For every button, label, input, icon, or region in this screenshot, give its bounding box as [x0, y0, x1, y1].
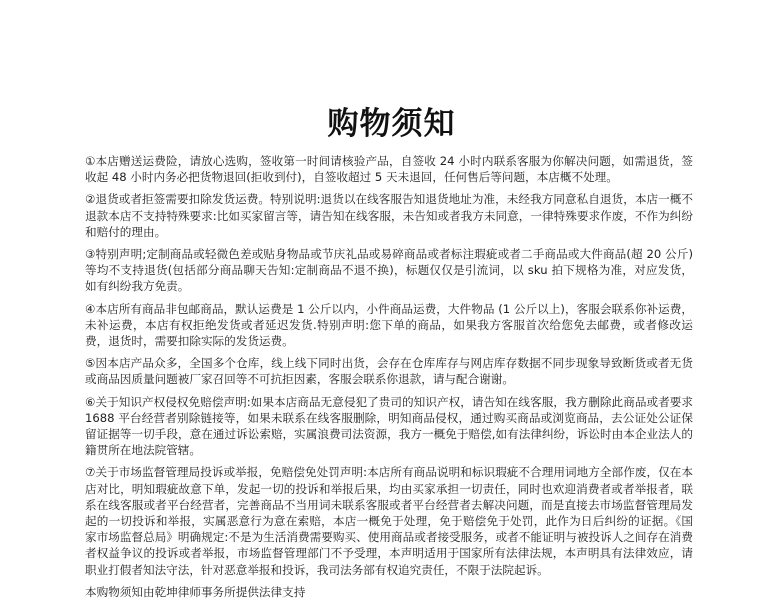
notice-item-7: ⑦关于市场监督管理局投诉或举报，免赔偿免处罚声明:本店所有商品说明和标识瑕疵不合理用词地方全部作废，仅在本店对比，明知瑕疵故意下单，发起一切的投诉和举报后果，均由买家承担一切责任，同时也欢迎消费者或者举报者，联系在线客服或者平台经营者，完善商品不当用词未联系客服或者平台经营者去解决问题，而是直接去市场监督管理局发起的一切投诉和举报，实属恶意行为意在索赔，本店一概免于处理，免于赔偿免于处罚，此作为日后纠纷的证据。《国家市场监督总局》明确规定:不是为生活消费需要购买、使用商品或者接受服务，或者不能证明与被投诉人之间存在消费者权益争议的投诉或者举报，市场监督管理部门不予受理，本声明适用于国家所有法律法规，本声明具有法律效应，请职业打假者知法守法，针对恶意举报和投诉，我司法务部有权追究责任，不限于法院起诉。 — [85, 465, 693, 577]
notice-item-5: ⑤因本店产品众多，全国多个仓库，线上线下同时出货，会存在仓库库存与网店库存数据不同步现象导致断货或者无货或商品因质量问题被厂家召回等不可抗拒因素，客服会联系你退款，请与配合谢谢。 — [85, 356, 693, 387]
page-title: 购物须知 — [327, 106, 456, 142]
legal-support-note: 本购物须知由乾坤律师事务所提供法律支持 — [85, 584, 306, 599]
notice-item-2: ②退货或者拒签需要扣除发货运费。特别说明:退货以在线客服告知退货地址为准，未经我方同意私自退货，本店一概不退款本店不支持特殊要求:比如买家留言等，请告知在线客服，未告知或者我方未同意，一律特殊要求作废，不作为纠纷和赔付的理由。 — [85, 192, 693, 239]
notice-item-1: ①本店赠送运费险，请放心选购，签收第一时间请核验产品，自签收 24 小时内联系客服为你解决问题，如需退货，签收起 48 小时内务必把货物退回(拒收到付)，自签收超过 5 天未退回，任何售后等问题，本店概不处理。 — [85, 154, 693, 185]
notice-item-4: ④本店所有商品非包邮商品，默认运费是 1 公斤以内，小件商品运费，大件物品 (1 公斤以上)，客服会联系你补运费，未补运费，本店有权拒绝发货或者延迟发货.特别声明:您下单的商品，如果我方客服首次给您免去邮费，或者修改运费，退货时，需要扣除实际的发货运费。 — [85, 301, 693, 349]
notice-item-6: ⑥关于知识产权侵权免赔偿声明:如果本店商品无意侵犯了贵司的知识产权，请告知在线客服，我方删除此商品或者要求 1688 平台经营者别除链接等，如果未联系在线客服删除，明知商品侵权，通过购买商品或浏览商品，去公证处公证保留证据等一切手段，意在通过诉讼索赔，实属浪费司法资源，我方一概免于赔偿,如有法律纠纷，诉讼时由本企业法人的籍贯所在地法院管辖。 — [85, 394, 693, 458]
notice-content — [85, 153, 693, 600]
notice-item-3: ③特别声明;定制商品或轻微色差或贴身物品或节庆礼品或易碎商品或者标注瑕疵或者二手商品或大件商品(超 20 公斤)等均不支持退货(包括部分商品聊天告知:定制商品不退不换)，标题仅仅是引流词，以 sku 拍下规格为准，对应发货，如有纠纷我方免责。 — [85, 247, 693, 294]
